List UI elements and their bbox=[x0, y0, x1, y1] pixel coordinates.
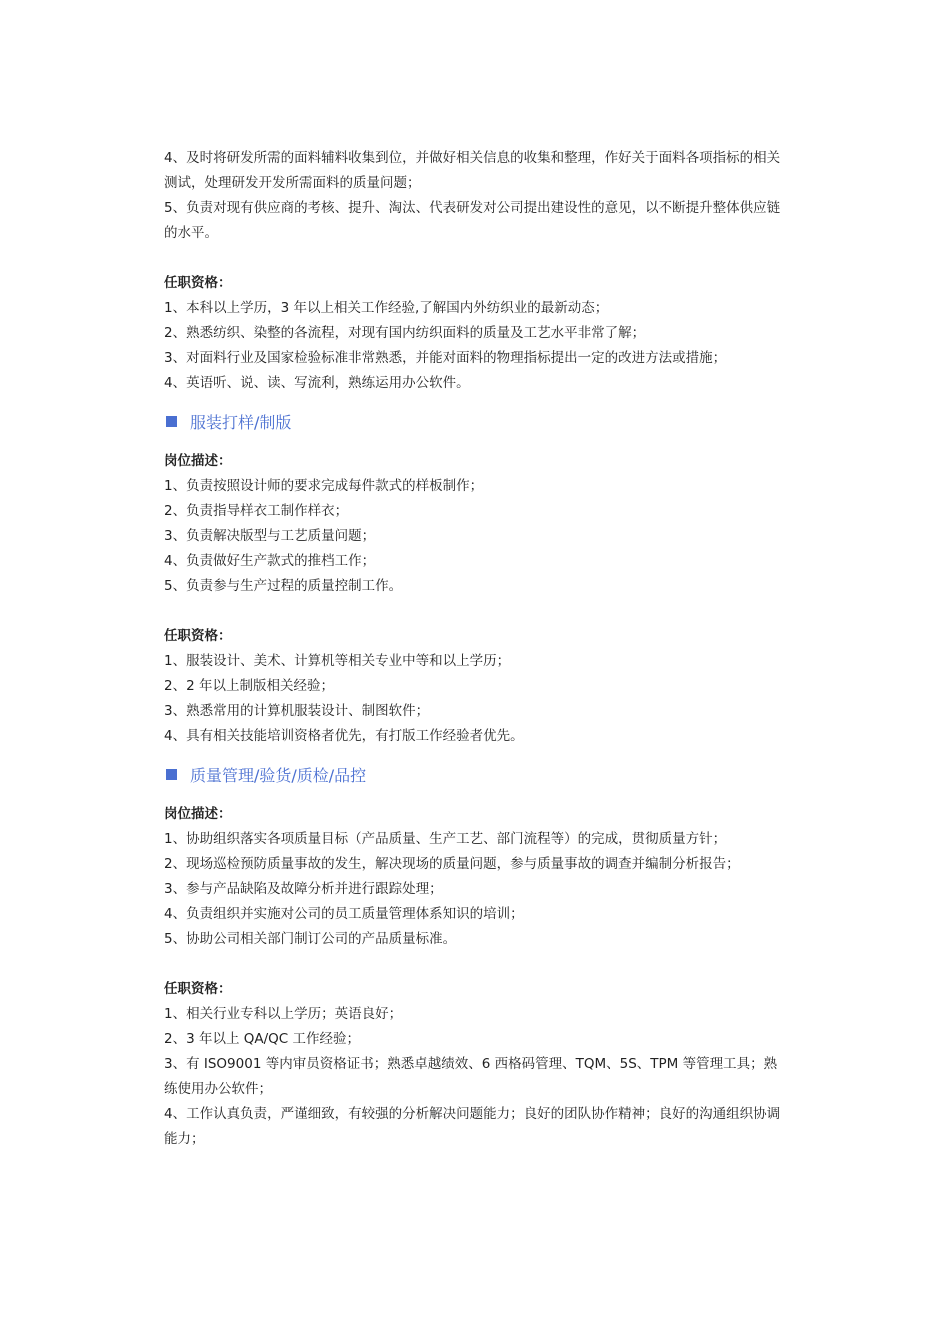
duties-label: 岗位描述： bbox=[164, 453, 232, 469]
requirement-item: 3、熟悉常用的计算机服装设计、制图软件； bbox=[164, 703, 430, 719]
section-heading-quality-control bbox=[164, 759, 784, 789]
requirement-item: 2、3 年以上 QA/QC 工作经验； bbox=[164, 1031, 361, 1047]
duties-label: 岗位描述： bbox=[164, 806, 232, 822]
requirement-item: 1、相关行业专科以上学历；英语良好； bbox=[164, 1006, 403, 1022]
requirement-item: 1、本科以上学历，3 年以上相关工作经验,了解国内外纺织业的最新动态； bbox=[164, 300, 609, 316]
duty-item: 3、负责解决版型与工艺质量问题； bbox=[164, 528, 376, 544]
duty-item: 1、负责按照设计师的要求完成每件款式的样板制作； bbox=[164, 478, 484, 494]
section-title: 服装打样/制版 bbox=[190, 412, 292, 432]
requirement-item: 3、有 ISO9001 等内审员资格证书；熟悉卓越绩效、6 西格码管理、TQM、5S、TPM 等管理工具；熟练使用办公软件； bbox=[164, 1056, 778, 1097]
intro-duty-item: 4、及时将研发所需的面料辅料收集到位，并做好相关信息的收集和整理，作好关于面料各项指标的相关测试，处理研发开发所需面料的质量问题； bbox=[164, 150, 781, 191]
duty-item: 2、现场巡检预防质量事故的发生，解决现场的质量问题，参与质量事故的调查并编制分析报告； bbox=[164, 856, 740, 872]
requirement-item: 2、熟悉纺织、染整的各流程，对现有国内纺织面料的质量及工艺水平非常了解； bbox=[164, 325, 646, 341]
requirement-item: 4、工作认真负责，严谨细致，有较强的分析解决问题能力；良好的团队协作精神；良好的沟通组织协调能力； bbox=[164, 1106, 781, 1147]
square-bullet-icon bbox=[166, 769, 177, 780]
requirement-item: 4、具有相关技能培训资格者优先，有打版工作经验者优先。 bbox=[164, 728, 524, 744]
section-title: 质量管理/验货/质检/品控 bbox=[190, 765, 367, 785]
document-page bbox=[164, 146, 784, 1152]
requirements-label: 任职资格： bbox=[164, 628, 232, 644]
duty-item: 4、负责做好生产款式的推档工作； bbox=[164, 553, 376, 569]
requirements-label: 任职资格： bbox=[164, 275, 232, 291]
duty-item: 4、负责组织并实施对公司的员工质量管理体系知识的培训； bbox=[164, 906, 524, 922]
requirement-item: 4、英语听、说、读、写流利，熟练运用办公软件。 bbox=[164, 375, 470, 391]
requirements-label: 任职资格： bbox=[164, 981, 232, 997]
intro-duty-item: 5、负责对现有供应商的考核、提升、淘汰、代表研发对公司提出建设性的意见，以不断提升整体供应链的水平。 bbox=[164, 200, 781, 241]
duty-item: 2、负责指导样衣工制作样衣； bbox=[164, 503, 349, 519]
duty-item: 3、参与产品缺陷及故障分析并进行跟踪处理； bbox=[164, 881, 443, 897]
duty-item: 1、协助组织落实各项质量目标（产品质量、生产工艺、部门流程等）的完成，贯彻质量方针； bbox=[164, 831, 727, 847]
requirement-item: 1、服装设计、美术、计算机等相关专业中等和以上学历； bbox=[164, 653, 511, 669]
duty-item: 5、协助公司相关部门制订公司的产品质量标准。 bbox=[164, 931, 457, 947]
requirement-item: 3、对面料行业及国家检验标准非常熟悉，并能对面料的物理指标提出一定的改进方法或措施； bbox=[164, 350, 727, 366]
section-heading-pattern-making bbox=[164, 406, 784, 436]
square-bullet-icon bbox=[166, 416, 177, 427]
duty-item: 5、负责参与生产过程的质量控制工作。 bbox=[164, 578, 403, 594]
requirement-item: 2、2 年以上制版相关经验； bbox=[164, 678, 334, 694]
